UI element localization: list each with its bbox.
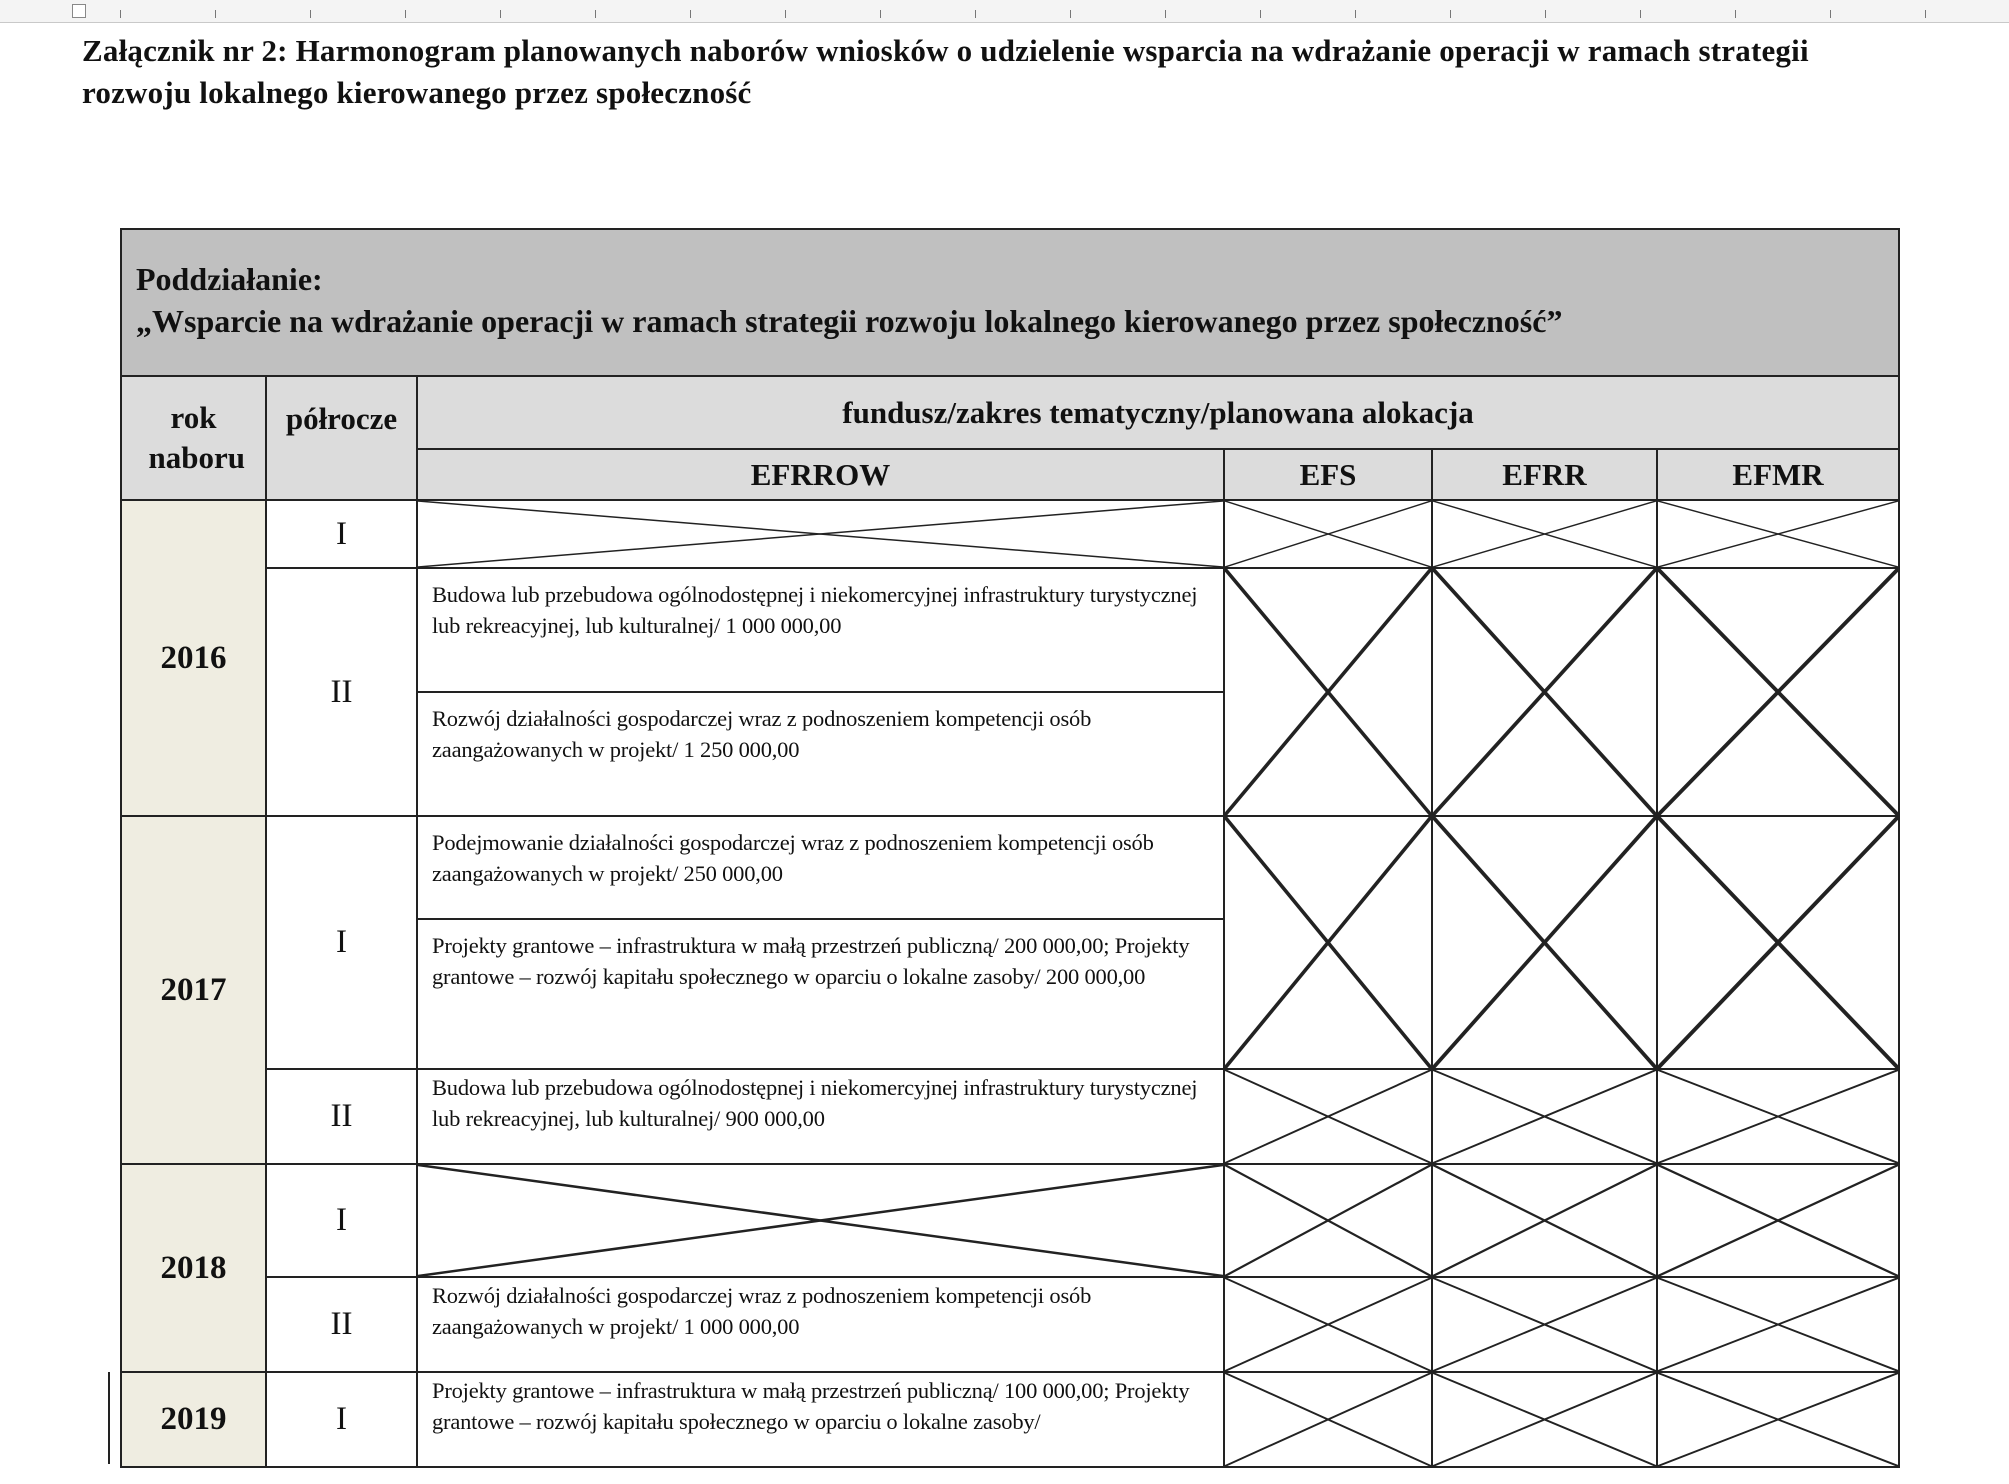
crossed-cell-efrr[interactable]: [1432, 816, 1657, 1069]
ruler-tick: [975, 10, 976, 18]
heading-line-2: „Wsparcie na wdrażanie operacji w ramach strategii rozwoju lokalnego kierowanego przez społeczność”: [136, 303, 1563, 339]
year-cell[interactable]: 2019: [121, 1372, 266, 1467]
ruler[interactable]: [0, 0, 2009, 23]
crossed-cell-efrr[interactable]: [1432, 1277, 1657, 1372]
table-row: [121, 816, 1899, 919]
ruler-tick: [1830, 10, 1831, 18]
half-cell[interactable]: I: [266, 1164, 417, 1277]
schedule-table[interactable]: [120, 228, 1900, 1468]
ruler-tick: [405, 10, 406, 18]
col-header-efrr[interactable]: EFRR: [1432, 449, 1657, 500]
table-row: [121, 1372, 1899, 1467]
efrrow-entry[interactable]: Budowa lub przebudowa ogólnodostępnej i niekomercyjnej infrastruktury turystycznej lub rekreacyjnej, lub kulturalnej/ 900 000,00: [417, 1069, 1224, 1164]
half-cell[interactable]: II: [266, 568, 417, 816]
crossed-cell-efs[interactable]: [1224, 1277, 1432, 1372]
ruler-tick: [500, 10, 501, 18]
year-cell[interactable]: 2016: [121, 500, 266, 816]
crossed-cell-efmr[interactable]: [1657, 568, 1899, 816]
crossed-cell-efmr[interactable]: [1657, 1164, 1899, 1277]
document-title[interactable]: Załącznik nr 2: Harmonogram planowanych naborów wniosków o udzielenie wsparcia na wdrażanie operacji w ramach strategii rozwoju lokalnego kierowanego przez społeczność: [82, 33, 1809, 110]
table-row: [121, 1277, 1899, 1372]
efrrow-entry[interactable]: Projekty grantowe – infrastruktura w małą przestrzeń publiczną/ 100 000,00; Projekty grantowe – rozwój kapitału społecznego w oparciu o lokalne zasoby/: [417, 1372, 1224, 1467]
crossed-cell-efmr[interactable]: [1657, 1372, 1899, 1467]
table-row: [121, 1164, 1899, 1277]
header-row-1: [121, 376, 1899, 449]
ruler-tick: [1165, 10, 1166, 18]
crossed-cell-efmr[interactable]: [1657, 816, 1899, 1069]
ruler-tick: [690, 10, 691, 18]
ruler-tick: [1070, 10, 1071, 18]
efrrow-entry[interactable]: Rozwój działalności gospodarczej wraz z podnoszeniem kompetencji osób zaangażowanych w projekt/ 1 250 000,00: [417, 692, 1224, 816]
crossed-cell-efs[interactable]: [1224, 1164, 1432, 1277]
table-heading-row: [121, 229, 1899, 376]
half-cell[interactable]: I: [266, 1372, 417, 1467]
crossed-cell-efrr[interactable]: [1432, 1069, 1657, 1164]
year-cell[interactable]: 2018: [121, 1164, 266, 1372]
crossed-cell-efs[interactable]: [1224, 1372, 1432, 1467]
table-heading[interactable]: [121, 229, 1899, 376]
ruler-tick: [595, 10, 596, 18]
ruler-tick: [215, 10, 216, 18]
crossed-cell-efs[interactable]: [1224, 816, 1432, 1069]
ruler-tick: [880, 10, 881, 18]
empty-crossed-cell[interactable]: [417, 1164, 1224, 1277]
ruler-tick: [1260, 10, 1261, 18]
ruler-tick: [1925, 10, 1926, 18]
heading-line-1: Poddziałanie:: [136, 261, 323, 297]
crossed-cell-efmr[interactable]: [1657, 500, 1899, 568]
ruler-tick: [785, 10, 786, 18]
crossed-cell-efmr[interactable]: [1657, 1277, 1899, 1372]
efrrow-entry[interactable]: Budowa lub przebudowa ogólnodostępnej i niekomercyjnej infrastruktury turystycznej lub rekreacyjnej, lub kulturalnej/ 1 000 000,00: [417, 568, 1224, 692]
crossed-cell-efmr[interactable]: [1657, 1069, 1899, 1164]
efrrow-entry[interactable]: Rozwój działalności gospodarczej wraz z podnoszeniem kompetencji osób zaangażowanych w projekt/ 1 000 000,00: [417, 1277, 1224, 1372]
empty-crossed-cell[interactable]: [417, 500, 1224, 568]
col-header-fund-group[interactable]: fundusz/zakres tematyczny/planowana alokacja: [417, 376, 1899, 449]
table-row: [121, 1069, 1899, 1164]
crossed-cell-efrr[interactable]: [1432, 500, 1657, 568]
ruler-tick: [1355, 10, 1356, 18]
efrrow-entry[interactable]: Projekty grantowe – infrastruktura w małą przestrzeń publiczną/ 200 000,00; Projekty grantowe – rozwój kapitału społecznego w oparciu o lokalne zasoby/ 200 000,00: [417, 919, 1224, 1069]
ruler-tick: [1640, 10, 1641, 18]
col-header-half[interactable]: półrocze: [266, 376, 417, 500]
ruler-tick: [1450, 10, 1451, 18]
half-cell[interactable]: II: [266, 1277, 417, 1372]
half-cell[interactable]: I: [266, 500, 417, 568]
col-header-efs[interactable]: EFS: [1224, 449, 1432, 500]
ruler-tick: [1735, 10, 1736, 18]
crossed-cell-efs[interactable]: [1224, 1069, 1432, 1164]
crossed-cell-efs[interactable]: [1224, 500, 1432, 568]
crossed-cell-efrr[interactable]: [1432, 1372, 1657, 1467]
ruler-tick: [1545, 10, 1546, 18]
table-row: [121, 500, 1899, 568]
half-cell[interactable]: II: [266, 1069, 417, 1164]
col-header-efmr[interactable]: EFMR: [1657, 449, 1899, 500]
text-cursor: [108, 1372, 110, 1464]
crossed-cell-efs[interactable]: [1224, 568, 1432, 816]
crossed-cell-efrr[interactable]: [1432, 568, 1657, 816]
year-cell[interactable]: 2017: [121, 816, 266, 1164]
efrrow-entry[interactable]: Podejmowanie działalności gospodarczej wraz z podnoszeniem kompetencji osób zaangażowanych w projekt/ 250 000,00: [417, 816, 1224, 919]
ruler-tick: [310, 10, 311, 18]
table-row: [121, 568, 1899, 692]
half-cell[interactable]: I: [266, 816, 417, 1069]
col-header-year[interactable]: rok naboru: [121, 376, 266, 500]
indent-marker[interactable]: [72, 4, 86, 18]
ruler-tick: [120, 10, 121, 18]
crossed-cell-efrr[interactable]: [1432, 1164, 1657, 1277]
col-header-efrrow[interactable]: EFRROW: [417, 449, 1224, 500]
